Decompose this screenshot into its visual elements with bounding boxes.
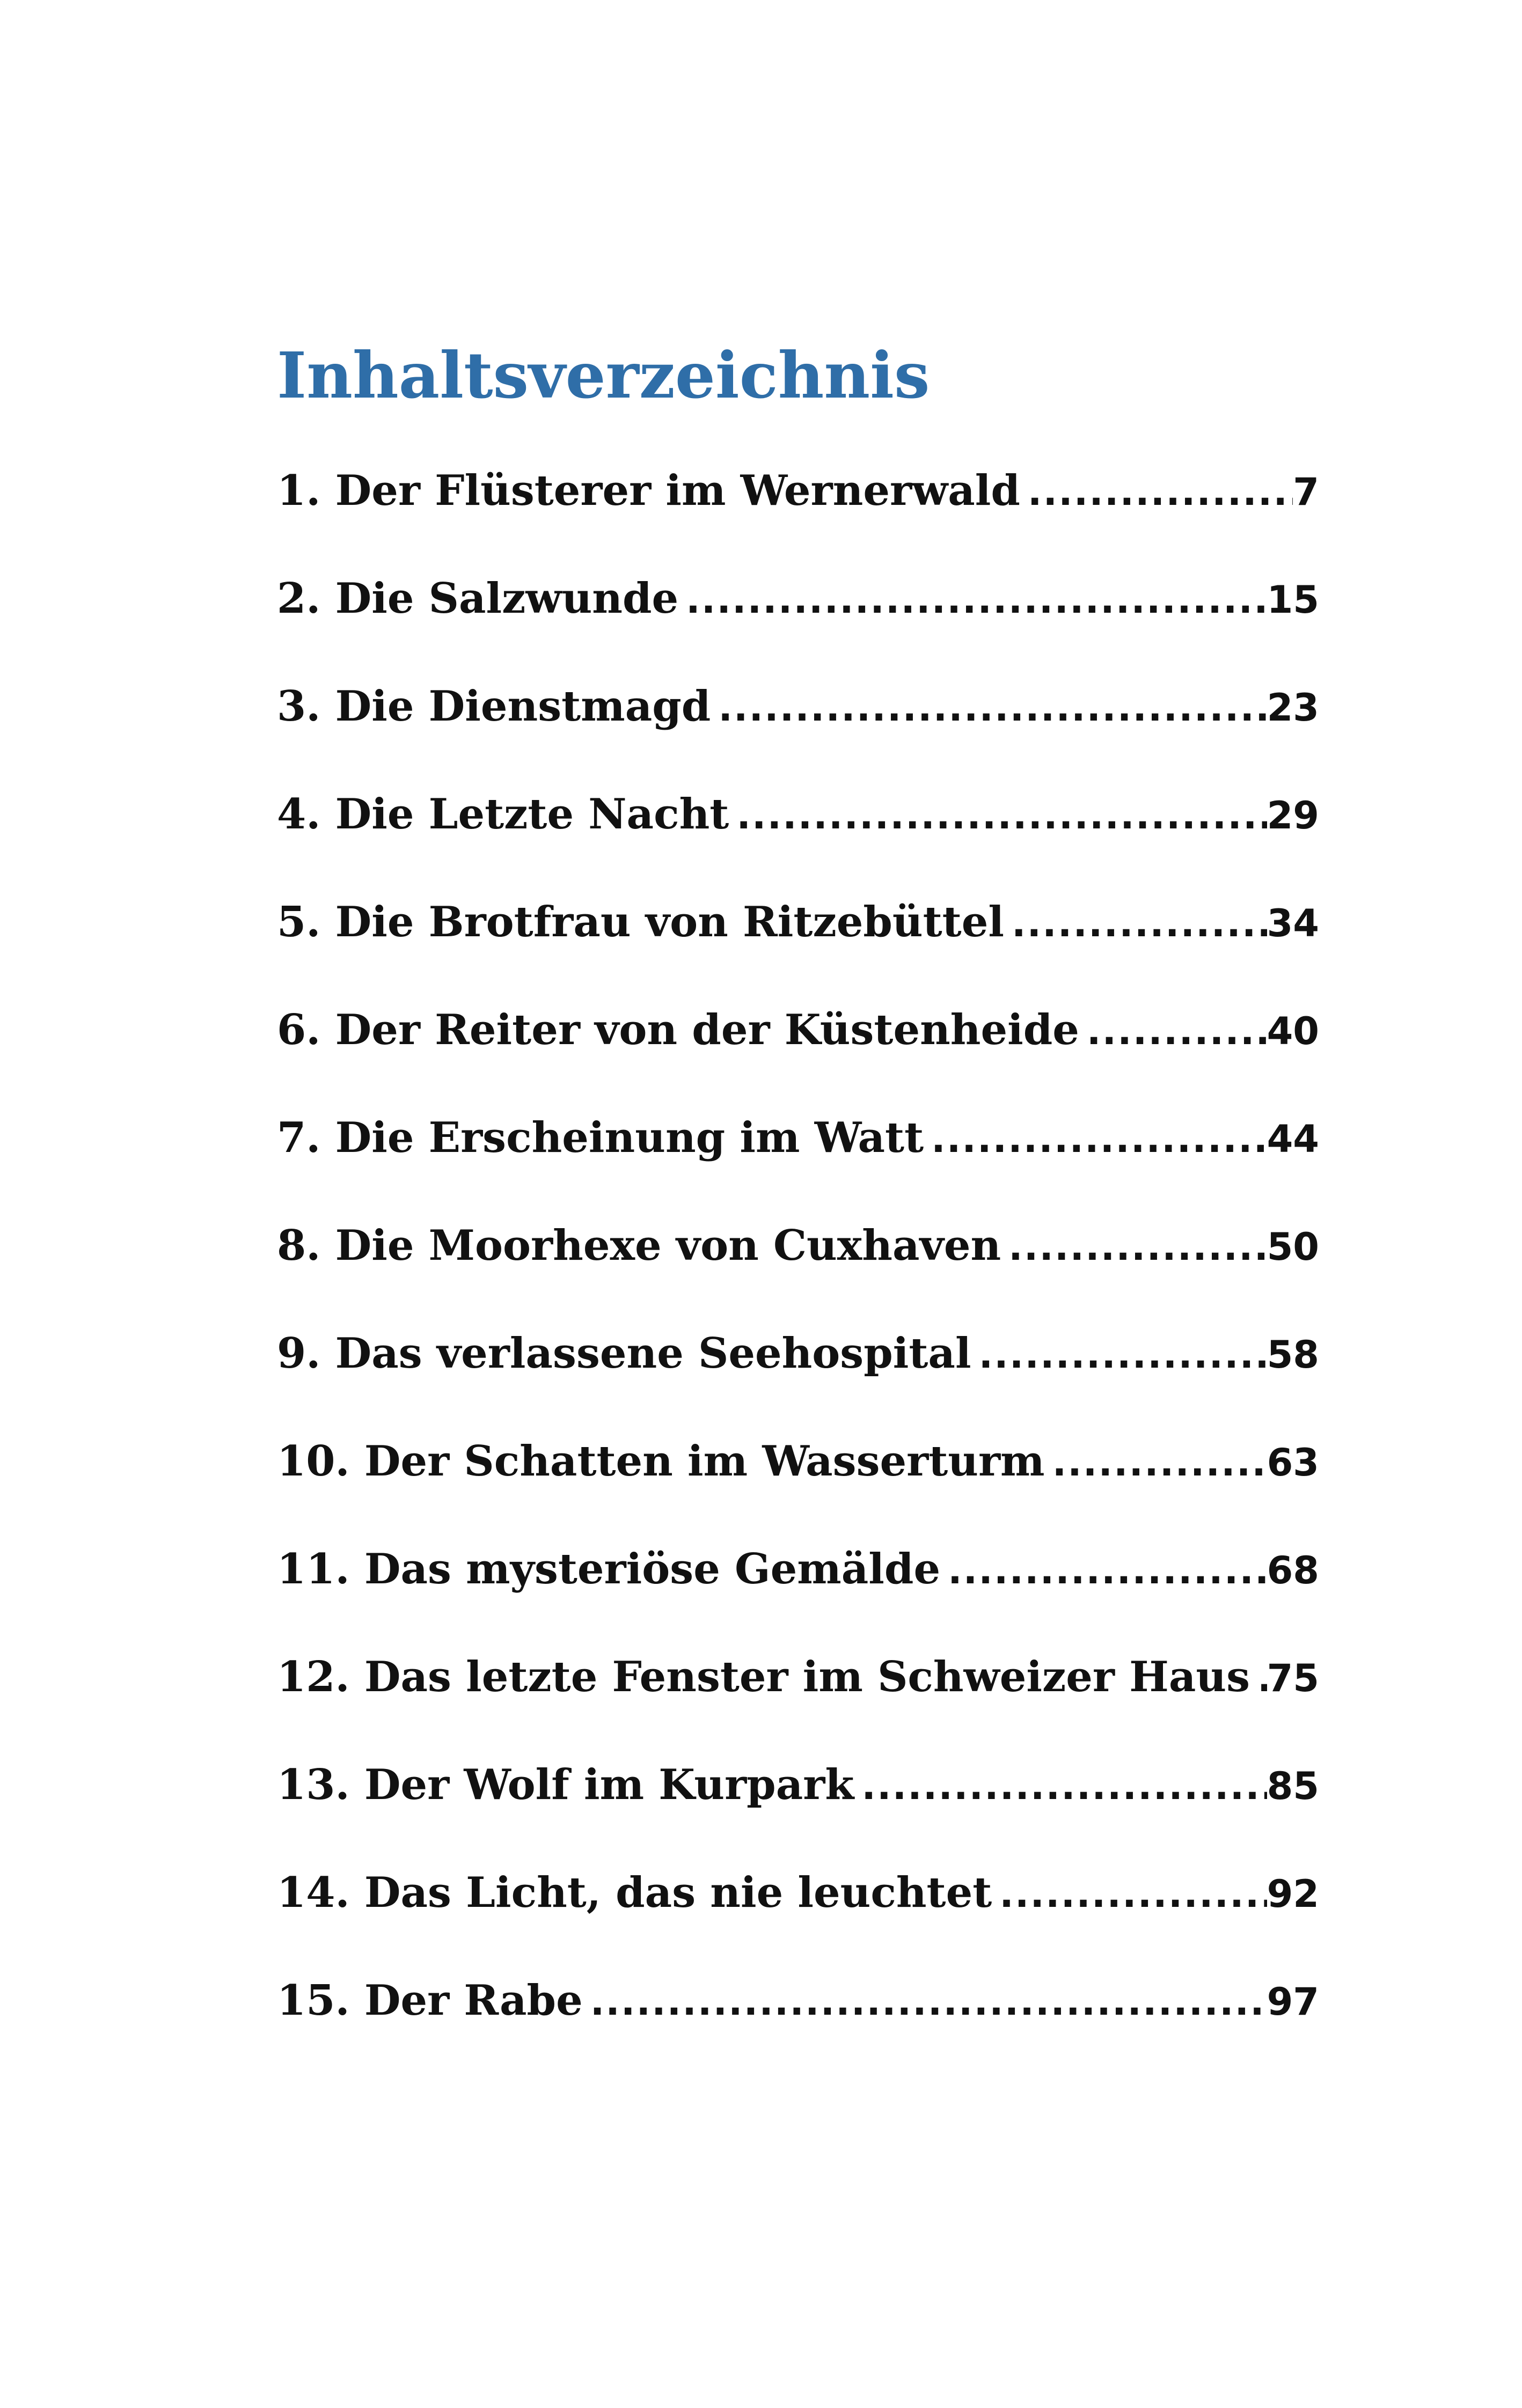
toc-entry-8[interactable] <box>277 1216 1319 1324</box>
dot-leader <box>924 1110 1267 1169</box>
toc-entry-page: 92 <box>1267 1872 1319 1916</box>
toc-entry-10[interactable] <box>277 1432 1319 1540</box>
dot-leader <box>1079 1002 1267 1061</box>
toc-entry-5[interactable] <box>277 893 1319 1001</box>
toc-entry-13[interactable] <box>277 1756 1319 1863</box>
dot-leader <box>1250 1649 1267 1708</box>
toc-entry-title: 1. Der Flüsterer im Wernerwald <box>277 466 1020 515</box>
toc-entry-page: 63 <box>1267 1441 1319 1485</box>
toc-entry-page: 50 <box>1267 1225 1319 1269</box>
toc-entry-title: 13. Der Wolf im Kurpark <box>277 1760 854 1809</box>
dot-leader <box>1004 894 1267 953</box>
toc-entry-7[interactable] <box>277 1108 1319 1216</box>
dot-leader <box>711 678 1267 737</box>
toc-entry-page: 34 <box>1267 901 1319 945</box>
toc-entry-6[interactable] <box>277 1001 1319 1108</box>
toc-entry-title: 14. Das Licht, das nie leuchtet <box>277 1868 992 1917</box>
dot-leader <box>971 1325 1267 1384</box>
dot-leader <box>1020 462 1293 522</box>
toc-entry-page: 58 <box>1267 1333 1319 1377</box>
toc-list <box>277 461 1319 2079</box>
toc-entry-page: 40 <box>1267 1009 1319 1053</box>
toc-title: Inhaltsverzeichnis <box>277 338 930 413</box>
toc-entry-title: 6. Der Reiter von der Küstenheide <box>277 1005 1079 1054</box>
toc-entry-page: 68 <box>1267 1548 1319 1592</box>
toc-entry-14[interactable] <box>277 1863 1319 1971</box>
dot-leader <box>583 1972 1267 2031</box>
toc-entry-12[interactable] <box>277 1648 1319 1756</box>
toc-entry-9[interactable] <box>277 1324 1319 1432</box>
toc-entry-title: 12. Das letzte Fenster im Schweizer Haus <box>277 1653 1250 1701</box>
toc-entry-title: 5. Die Brotfrau von Ritzebüttel <box>277 898 1004 946</box>
toc-entry-1[interactable] <box>277 461 1319 569</box>
toc-entry-title: 2. Die Salzwunde <box>277 574 679 623</box>
toc-entry-title: 9. Das verlassene Seehospital <box>277 1329 971 1378</box>
toc-entry-title: 4. Die Letzte Nacht <box>277 790 729 839</box>
toc-entry-3[interactable] <box>277 677 1319 785</box>
dot-leader <box>854 1757 1267 1816</box>
toc-entry-title: 7. Die Erscheinung im Watt <box>277 1113 924 1162</box>
dot-leader <box>992 1864 1267 1924</box>
toc-entry-page: 15 <box>1267 578 1319 622</box>
toc-entry-title: 10. Der Schatten im Wasserturm <box>277 1437 1045 1486</box>
toc-entry-page: 75 <box>1267 1656 1319 1700</box>
dot-leader <box>1045 1433 1267 1492</box>
toc-entry-page: 85 <box>1267 1764 1319 1808</box>
toc-entry-page: 29 <box>1267 794 1319 838</box>
toc-entry-title: 8. Die Moorhexe von Cuxhaven <box>277 1221 1001 1270</box>
toc-entry-page: 23 <box>1267 686 1319 730</box>
toc-entry-page: 97 <box>1267 1980 1319 2024</box>
dot-leader <box>678 570 1267 629</box>
toc-entry-title: 11. Das mysteriöse Gemälde <box>277 1545 941 1594</box>
toc-entry-title: 15. Der Rabe <box>277 1976 583 2025</box>
toc-entry-title: 3. Die Dienstmagd <box>277 682 711 731</box>
dot-leader <box>729 786 1267 845</box>
toc-entry-15[interactable] <box>277 1971 1319 2079</box>
toc-entry-2[interactable] <box>277 569 1319 677</box>
toc-entry-11[interactable] <box>277 1540 1319 1648</box>
dot-leader <box>1001 1217 1267 1276</box>
dot-leader <box>940 1541 1267 1600</box>
toc-entry-4[interactable] <box>277 785 1319 893</box>
toc-entry-page: 44 <box>1267 1117 1319 1161</box>
toc-entry-page: 7 <box>1293 470 1319 514</box>
